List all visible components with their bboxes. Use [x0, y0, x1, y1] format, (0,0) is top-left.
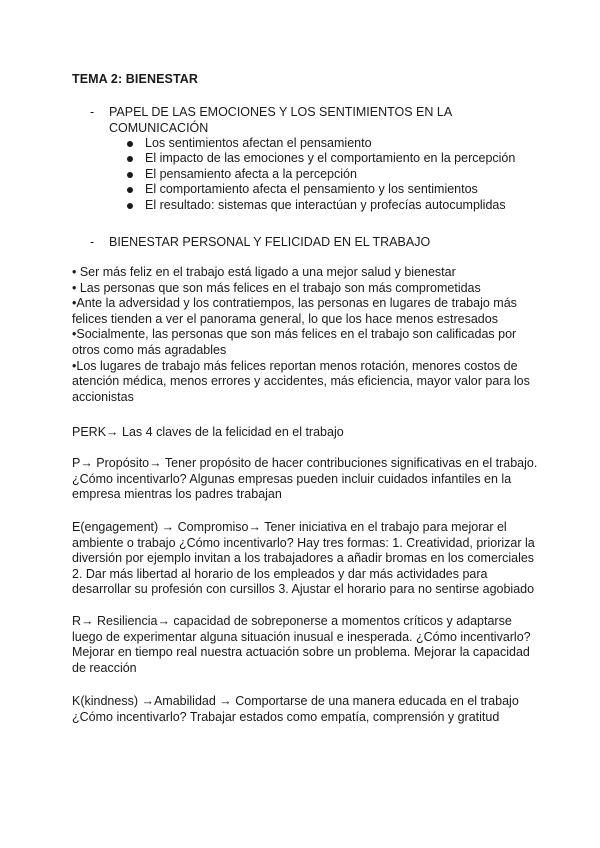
text-line: otros como más agradables	[72, 342, 227, 357]
page-title: TEMA 2: BIENESTAR	[72, 72, 199, 86]
perk-intro	[72, 425, 542, 441]
heading-line: PAPEL DE LAS EMOCIONES Y LOS SENTIMIENTOS EN LA	[109, 105, 453, 119]
bullet-icon	[127, 203, 133, 209]
text-line: •Ante la adversidad y los contratiempos, las personas en lugares de trabajo más	[72, 296, 517, 311]
text-line: P→ Propósito→ Tener propósito de hacer contribuciones significativas en el trabajo.	[72, 456, 538, 470]
text-line: ¿Cómo incentivarlo? Trabajar estados como empatía, comprensión y gratitud	[72, 709, 500, 724]
text-line: •Socialmente, las personas que son más felices en el trabajo son calificadas por	[72, 327, 517, 342]
text-line: diversión por ejemplo invitan a los trabajadores a añadir bromas en los comerciales	[72, 551, 535, 566]
perk-item-r	[72, 614, 542, 676]
text-line: E(engagement) → Compromiso→ Tener iniciativa en el trabajo para mejorar el	[72, 520, 507, 534]
text-line: desarrollar su profesión con cursillos 3. Ajustar el horario para no sentirse agobiado	[72, 582, 535, 597]
text-line: PERK→ Las 4 claves de la felicidad en el trabajo	[72, 425, 344, 439]
benefits-paragraph	[72, 265, 542, 405]
perk-item-k	[72, 694, 542, 725]
text-line: atención médica, menos errores y accidentes, más eficiencia, mayor valor para los	[72, 374, 530, 389]
text-line: ambiente o trabajo ¿Cómo incentivarlo? Hay tres formas: 1. Creatividad, priorizar la	[72, 535, 535, 550]
text-line: Mejorar en tiempo real nuestra actuación sobre un problema. Mejorar la capacidad	[72, 645, 530, 660]
bullet-icon	[127, 156, 133, 162]
text-line: accionistas	[72, 389, 134, 404]
perk-item-e	[72, 520, 542, 598]
text-line: felices tienden a ver el panorama general, lo que los hace menos estresados	[72, 311, 498, 326]
emotions-bullet-list	[126, 136, 515, 213]
text-line: K(kindness) →Amabilidad → Comportarse de una manera educada en el trabajo	[72, 694, 519, 708]
list-item: El impacto de las emociones y el comportamiento en la percepción	[126, 151, 515, 166]
text-line: de reacción	[72, 660, 137, 675]
bullet-icon	[127, 141, 133, 147]
list-item: El resultado: sistemas que interactúan y profecías autocumplidas	[126, 198, 515, 213]
list-item: El comportamiento afecta el pensamiento y los sentimientos	[126, 182, 515, 197]
text-line: • Las personas que son más felices en el trabajo son más comprometidas	[72, 280, 481, 295]
list-item: Los sentimientos afectan el pensamiento	[126, 136, 515, 151]
perk-item-p	[72, 456, 542, 503]
list-item: El pensamiento afecta a la percepción	[126, 167, 515, 182]
bullet-icon	[127, 172, 133, 178]
text-line: • Ser más feliz en el trabajo está ligado a una mejor salud y bienestar	[72, 265, 456, 279]
text-line: empresa mientras los padres trabajan	[72, 487, 282, 502]
text-line: •Los lugares de trabajo más felices reportan menos rotación, menores costos de	[72, 358, 518, 373]
heading-line: BIENESTAR PERSONAL Y FELICIDAD EN EL TRABAJO	[109, 235, 431, 249]
bullet-icon	[127, 187, 133, 193]
text-line: 2. Dar más libertad al horario de los empleados y dar más actividades para	[72, 566, 488, 581]
dash-marker: -	[90, 105, 95, 119]
heading-line: COMUNICACIÓN	[109, 121, 209, 135]
text-line: R→ Resiliencia→ capacidad de sobreponerse a momentos críticos y adaptarse	[72, 614, 512, 628]
text-line: ¿Cómo incentivarlo? Algunas empresas pueden incluir cuidados infantiles en la	[72, 471, 512, 486]
dash-marker: -	[90, 235, 95, 249]
text-line: luego de experimentar alguna situación inusual e inesperada. ¿Cómo incentivarlo?	[72, 629, 531, 644]
